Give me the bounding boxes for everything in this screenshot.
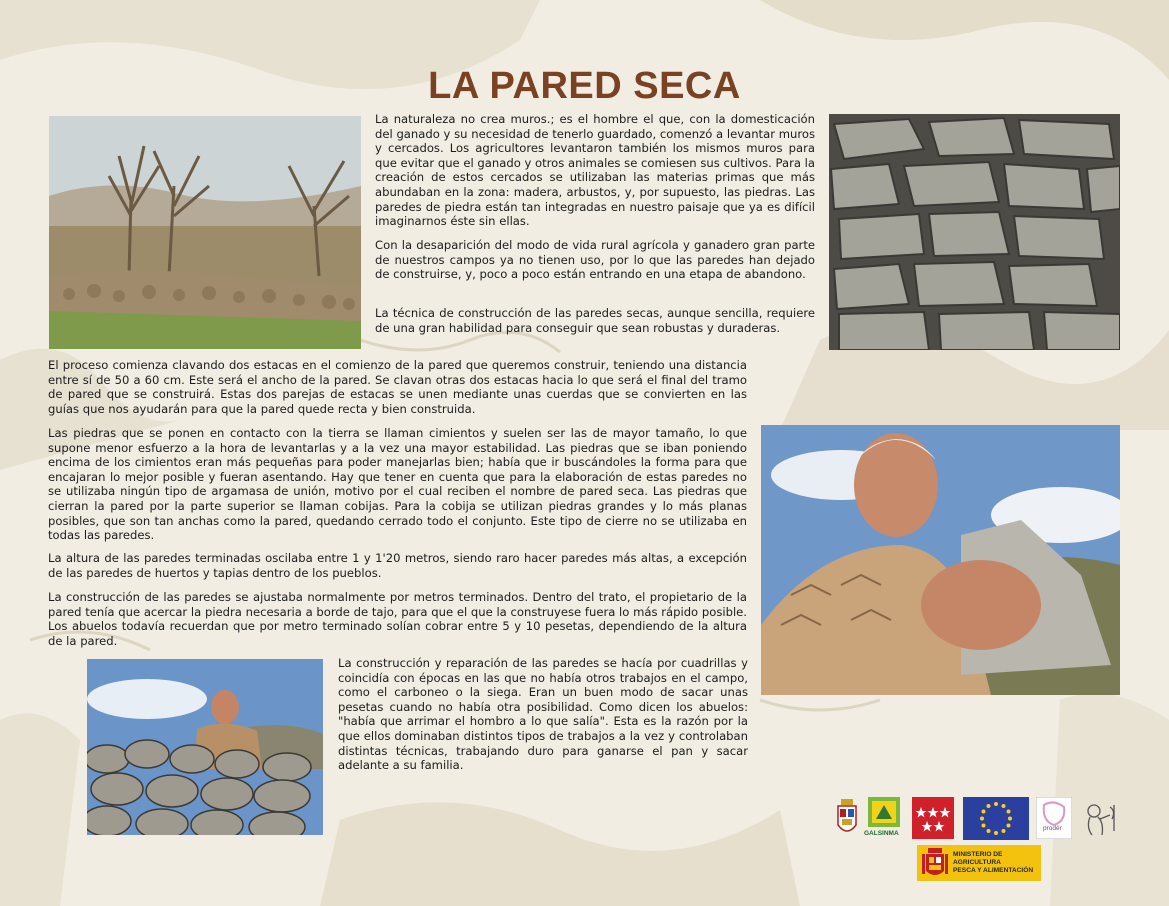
paragraph-payment: La construcción de las paredes se ajustaba normalmente por metros terminados. Dentro del trato, el propietario de la pared tenía que acercar la piedra necesaria a borde de tajo, para que el que la construyese fuera lo más rápido posible. Los abuelos todavía recuerdan que por metro terminado solían cobrar entre 5 y 10 pesetas, dependiendo de la altura de la pared. — [48, 590, 747, 648]
ministry-line-2: AGRICULTURA — [953, 859, 1001, 866]
paragraph-crews: La construcción y reparación de las paredes se hacía por cuadrillas y coincidía con épocas en las que no había otros trabajos en el campo, como el carboneo o la siega. Eran un buen modo de sacar unas pesetas cuando no había otra posibilidad. Como dicen los abuelos: "había que arrimar el hombro a lo que salía". Esta es la razón por la que ellos dominaban distintos tipos de trabajos a la vez y controlaban distintas técnicas, trabajando duro para ganarse el pan y sacar adelante a su familia. — [338, 656, 748, 773]
municipal-coat-of-arms-logo — [836, 799, 858, 839]
comunidad-de-madrid-flag-logo — [912, 797, 954, 839]
ministry-line-3: PESCA Y ALIMENTACIÓN — [953, 867, 1034, 874]
man-building-wall-photo — [87, 659, 323, 835]
proder-logo — [1036, 797, 1072, 839]
paragraph-abandonment: Con la desaparición del modo de vida rural agrícola y ganadero gran parte de nuestros campos ya no tienen uso, por lo que las paredes han dejado de construirse, y, poco a poco están entrando en una etapa de abandono. — [375, 238, 815, 282]
ministry-line-1: MINISTERIO DE — [953, 851, 1003, 858]
paragraph-intro: La naturaleza no crea muros.; es el hombre el que, con la domesticación del ganado y su necesidad de tenerlo guardado, comenzó a levantar muros y cercados. Los agricultores levantaron también los mismos muros para que evitar que el ganado y otros animales se comiesen sus cultivos. Para la creación de estos cercados se utilizaban las materias primas que más abundaban en la zona: madera, arbustos, y, por supuesto, las piedras. Las paredes de piedra están tan integradas en nuestro paisaje que ya es difícil imaginarnos éste sin ellas. — [375, 112, 815, 229]
paragraph-height: La altura de las paredes terminadas oscilaba entre 1 y 1'20 metros, siendo raro hacer paredes más altas, a excepción de las paredes de huertos y tapias dentro de los pueblos. — [48, 551, 747, 580]
spanish-coat-of-arms-icon — [920, 845, 950, 881]
hand-drawn-figure-logo — [1080, 797, 1120, 839]
old-man-holding-stone-photo — [761, 425, 1120, 695]
galsinma-logo-text: GALSINMA — [864, 830, 899, 837]
european-union-flag-logo — [963, 797, 1029, 840]
page-title: LA PARED SECA — [428, 65, 741, 108]
proder-logo-text: prodër — [1043, 825, 1062, 832]
paragraph-foundations: Las piedras que se ponen en contacto con la tierra se llaman cimientos y suelen ser las de mayor tamaño, lo que supone menor esfuerzo a la hora de levantarlas y a la vez una mayor estabilidad. Las piedras que se iban poniendo encima de los cimientos eran más pequeñas para poder manejarlas bien; había que ir buscándoles la forma para que encajaran lo mejor posible y fueran asentando. Hay que tener en cuenta que para la elaboración de estas paredes no se utilizaba ningún tipo de argamasa de unión, motivo por el cual reciben el nombre de pared seca. Las piedras que cierran la pared por la parte superior se llaman cobijas. Para la cobija se utilizan piedras grandes y lo más planas posibles, que son tan anchas como la pared, quedando cerrado todo el conjunto. Este tipo de cierre no se utilizaba en todas las paredes. — [48, 426, 747, 543]
paragraph-technique: La técnica de construcción de las paredes secas, aunque sencilla, requiere de una gran habilidad para conseguir que sean robustas y duraderas. — [375, 306, 815, 335]
paragraph-process: El proceso comienza clavando dos estacas en el comienzo de la pared que queremos construir, teniendo una distancia entre sí de 50 a 60 cm. Este será el ancho de la pared. Se clavan otras dos estacas hacia lo que será el final del tramo de pared que se construirá. Estas dos parejas de estacas se unen mediante unas cuerdas que se convierten en las guías que nos ayudarán para que la pared quede recta y bien construida. — [48, 358, 747, 416]
ministry-agriculture-logo — [917, 845, 1041, 881]
trees-wall-landscape-photo — [49, 116, 361, 349]
stone-wall-closeup-photo — [829, 114, 1120, 350]
galsinma-logo — [866, 797, 902, 829]
